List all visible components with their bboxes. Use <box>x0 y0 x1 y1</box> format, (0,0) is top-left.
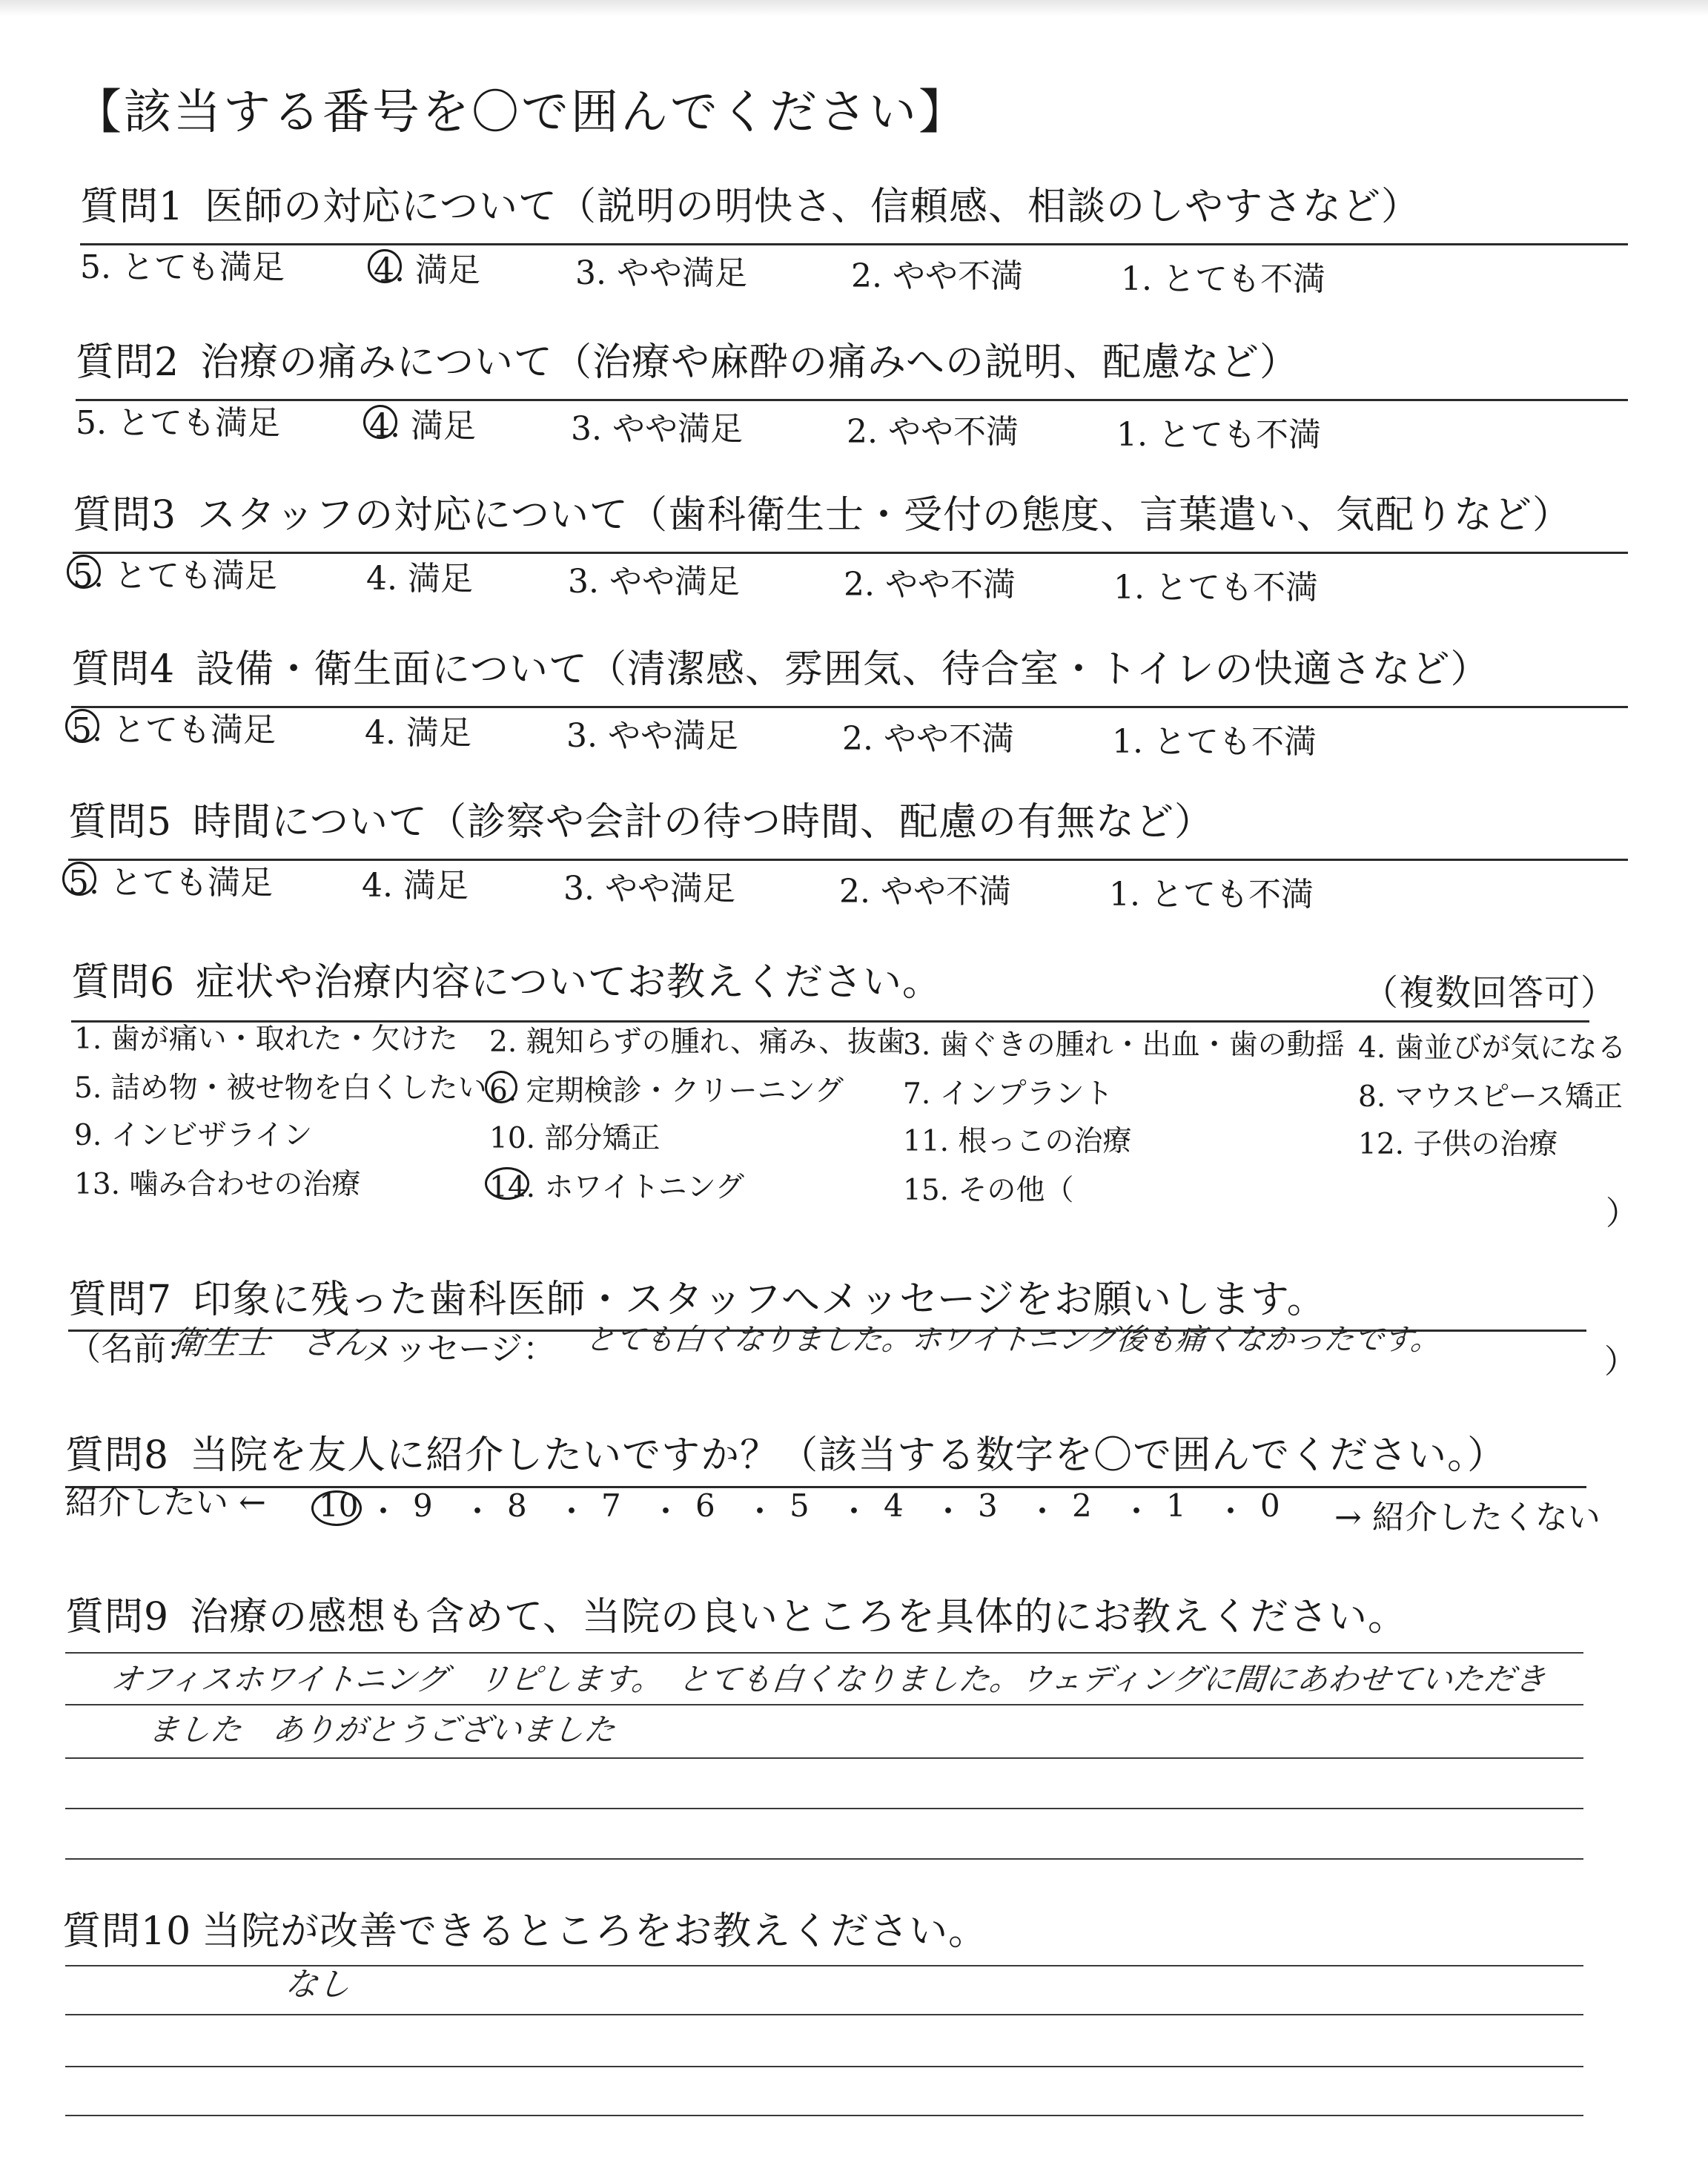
q8-scale-separator: ・ <box>1121 1493 1153 1530</box>
q6-option-4[interactable]: 4. 歯並びが気になる <box>1358 1031 1626 1065</box>
q4-text: 設備・衛生面について（清潔感、雰囲気、待合室・トイレの快適さなど） <box>196 647 1490 692</box>
q8-label: 質問8 <box>65 1433 170 1478</box>
q6-option-8[interactable]: 8. マウスピース矯正 <box>1358 1080 1623 1114</box>
q1-option-4[interactable]: 4. 満足 <box>374 251 480 289</box>
q8-header <box>65 1424 1506 1479</box>
q8-scale-2[interactable]: 2 <box>1072 1487 1092 1524</box>
q5-header <box>68 790 1214 846</box>
q9-label: 質問9 <box>65 1595 170 1639</box>
q9-line-0 <box>65 1652 1583 1654</box>
q2-option-2[interactable]: 2. やや不満 <box>847 413 1019 451</box>
q10-line-3 <box>65 2115 1583 2116</box>
q2-text: 治療の痛みについて（治療や麻酔の痛みへの説明、配慮など） <box>200 340 1300 385</box>
q4-label: 質問4 <box>71 647 176 692</box>
q8-right-label: → 紹介したくない <box>1334 1499 1601 1536</box>
q5-option-5[interactable]: 5. とても満足 <box>68 864 273 902</box>
q8-scale-9[interactable]: 9 <box>413 1487 433 1524</box>
q3-option-2[interactable]: 2. やや不満 <box>844 566 1016 604</box>
q6-option-10[interactable]: 10. 部分矯正 <box>489 1122 661 1155</box>
q1-header <box>80 175 1420 231</box>
q6-option-15[interactable]: 15. その他（ <box>903 1174 1074 1207</box>
q6-selection-circle-6 <box>485 1071 517 1103</box>
q2-selection-circle <box>363 405 397 439</box>
q4-header <box>71 638 1489 693</box>
q3-text: スタッフの対応について（歯科衛生士・受付の態度、言葉遣い、気配りなど） <box>197 493 1572 538</box>
q8-scale-separator: ・ <box>744 1493 776 1530</box>
q2-option-4[interactable]: 4. 満足 <box>369 407 476 445</box>
q8-scale-separator: ・ <box>368 1493 400 1530</box>
q1-option-2[interactable]: 2. やや不満 <box>851 257 1023 295</box>
q6-option-6[interactable]: 6. 定期検診・クリーニング <box>489 1074 844 1108</box>
q7-message-label: メッセージ： <box>362 1330 556 1368</box>
q6-label: 質問6 <box>71 960 176 1005</box>
q4-option-4[interactable]: 4. 満足 <box>365 714 471 752</box>
q6-text: 症状や治療内容についてお教えください。 <box>196 960 942 1005</box>
q8-scale-separator: ・ <box>556 1493 588 1530</box>
q6-option-7[interactable]: 7. インプラント <box>903 1077 1113 1111</box>
q1-selection-circle <box>368 249 402 283</box>
q6-option-12[interactable]: 12. 子供の治療 <box>1358 1128 1558 1161</box>
q5-option-3[interactable]: 3. やや満足 <box>563 870 735 908</box>
q6-close-paren: ） <box>1606 1195 1638 1232</box>
q8-scale-10[interactable]: 10 <box>319 1487 359 1524</box>
page-title: 【該当する番号を〇で囲んでください】 <box>74 85 968 140</box>
q9-header <box>65 1585 1407 1641</box>
q1-option-5[interactable]: 5. とても満足 <box>80 248 285 286</box>
q7-text: 印象に残った歯科医師・スタッフへメッセージをお願いします。 <box>193 1278 1326 1322</box>
q9-answer-line-2: ました ありがとうございました <box>146 1711 618 1748</box>
q8-scale-8[interactable]: 8 <box>507 1487 527 1524</box>
q6-selection-circle-14 <box>485 1167 529 1200</box>
q8-scale-separator: ・ <box>1027 1493 1059 1530</box>
q10-header <box>62 1900 987 1955</box>
q3-rule <box>73 552 1628 554</box>
scan-edge <box>0 0 1708 16</box>
q8-scale-1[interactable]: 1 <box>1166 1487 1186 1524</box>
q5-text: 時間について（診察や会計の待つ時間、配慮の有無など） <box>193 800 1214 845</box>
q3-label: 質問3 <box>73 493 177 538</box>
q5-option-4[interactable]: 4. 満足 <box>362 867 469 905</box>
q4-option-5[interactable]: 5. とても満足 <box>71 711 276 749</box>
q6-note: （複数回答可） <box>1363 972 1618 1014</box>
q7-name-value: 衛生士 さん <box>169 1324 370 1362</box>
q2-header <box>76 331 1299 386</box>
q1-option-3[interactable]: 3. やや満足 <box>575 254 747 292</box>
q4-option-2[interactable]: 2. やや不満 <box>842 720 1014 758</box>
q6-option-11[interactable]: 11. 根っこの治療 <box>903 1125 1132 1158</box>
q1-rule <box>80 243 1628 245</box>
q10-label: 質問10 <box>62 1909 192 1954</box>
q5-selection-circle <box>62 862 96 896</box>
q2-option-3[interactable]: 3. やや満足 <box>571 410 743 448</box>
q10-answer-line-1: なし <box>282 1966 353 2004</box>
q4-option-1[interactable]: 1. とても不満 <box>1112 723 1317 761</box>
q8-scale-separator: ・ <box>650 1493 682 1530</box>
q1-option-1[interactable]: 1. とても不満 <box>1121 260 1325 298</box>
q3-option-5[interactable]: 5. とても満足 <box>73 557 277 595</box>
q4-option-3[interactable]: 3. やや満足 <box>566 717 738 755</box>
q7-message-value: とても白くなりました。ホワイトニング後も痛くなかったです。 <box>583 1323 1443 1357</box>
q9-line-3 <box>65 1808 1583 1809</box>
q3-option-4[interactable]: 4. 満足 <box>366 560 473 598</box>
q8-rule <box>65 1486 1586 1488</box>
q5-option-1[interactable]: 1. とても不満 <box>1109 876 1314 914</box>
q3-option-3[interactable]: 3. やや満足 <box>568 563 740 601</box>
q8-left-label: 紹介したい ← <box>65 1484 266 1522</box>
q10-line-1 <box>65 2014 1583 2015</box>
q5-rule <box>68 859 1628 861</box>
q10-line-2 <box>65 2066 1583 2067</box>
q5-label: 質問5 <box>68 800 173 845</box>
q6-option-14[interactable]: 14. ホワイトニング <box>489 1171 744 1204</box>
q6-option-1[interactable]: 1. 歯が痛い・取れた・欠けた <box>74 1023 458 1056</box>
q8-scale-6[interactable]: 6 <box>695 1487 715 1524</box>
q6-option-9[interactable]: 9. インビザライン <box>74 1119 313 1152</box>
q7-name-label: （名前： <box>68 1330 199 1368</box>
q7-close-paren: ） <box>1604 1343 1637 1381</box>
q9-line-2 <box>65 1757 1583 1759</box>
q1-text: 医師の対応について（説明の明快さ、信頼感、相談のしやすさなど） <box>205 185 1420 229</box>
q8-text: 当院を友人に紹介したいですか？（該当する数字を〇で囲んでください。） <box>190 1433 1507 1478</box>
q4-rule <box>71 706 1628 708</box>
q8-scale-3[interactable]: 3 <box>978 1487 998 1524</box>
q1-label: 質問1 <box>80 185 185 229</box>
q6-option-2[interactable]: 2. 親知らずの腫れ、痛み、抜歯 <box>489 1025 906 1059</box>
q3-option-1[interactable]: 1. とても不満 <box>1113 569 1318 607</box>
q6-option-5[interactable]: 5. 詰め物・被せ物を白くしたい <box>74 1071 487 1105</box>
q8-scale-separator: ・ <box>838 1493 870 1530</box>
q2-option-1[interactable]: 1. とても不満 <box>1116 416 1321 454</box>
q6-header <box>71 951 941 1006</box>
q5-option-2[interactable]: 2. やや不満 <box>839 873 1011 911</box>
q8-scale-4[interactable]: 4 <box>884 1487 904 1524</box>
q8-scale-0[interactable]: 0 <box>1260 1487 1280 1524</box>
q8-scale-separator: ・ <box>1215 1493 1247 1530</box>
q9-answer-line-1: オフィスホワイトニング リピします。 とても白くなりました。ウェディングに間にあわせていただき <box>109 1661 1548 1697</box>
q4-selection-circle <box>65 709 99 743</box>
q2-option-5[interactable]: 5. とても満足 <box>76 404 280 442</box>
q6-option-3[interactable]: 3. 歯ぐきの腫れ・出血・歯の動揺 <box>903 1028 1345 1062</box>
q9-text: 治療の感想も含めて、当院の良いところを具体的にお教えください。 <box>190 1595 1408 1639</box>
q8-scale-separator: ・ <box>933 1493 964 1530</box>
q7-header <box>68 1268 1326 1324</box>
q6-option-13[interactable]: 13. 噛み合わせの治療 <box>74 1168 361 1201</box>
q10-text: 当院が改善できるところをお教えください。 <box>202 1909 988 1954</box>
q3-header <box>73 483 1572 539</box>
q8-scale-5[interactable]: 5 <box>790 1487 810 1524</box>
q8-scale-7[interactable]: 7 <box>601 1487 621 1524</box>
q3-selection-circle <box>67 555 101 589</box>
q7-label: 質問7 <box>68 1278 173 1322</box>
q8-selection-circle <box>311 1490 362 1526</box>
q2-label: 質問2 <box>76 340 180 385</box>
q2-rule <box>76 399 1628 401</box>
q8-scale-separator: ・ <box>462 1493 494 1530</box>
q9-line-4 <box>65 1858 1583 1860</box>
